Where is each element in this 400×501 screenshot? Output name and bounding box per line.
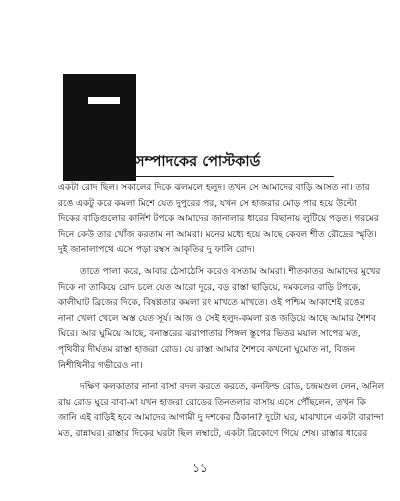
paragraph [58, 380, 386, 442]
text-line: কালীঘাট ব্রিজের দিকে, বিষণ্ণতার কমলা রং মাখতে মাখতে। ওই পশ্চিম আকাশেই রঙের [58, 298, 365, 309]
text-line: দিকে না তাকিয়ে রোদ চলে যেত আরো দূরে, বড় রাস্তা ছাড়িয়ে, দমকলের বাড়ি টপকে, [58, 282, 361, 293]
text-line: পৃথিবীর দীর্ঘতম রাস্তা হাজরা রোড। যে রাস্তা আমার শৈশবে কখনো ঘুমোত না, বিজন [58, 344, 356, 355]
text-line: রায় রোড ঘুরে বাবা-মা যখন হাজরা রোডের তিনতলার বাসায় এসে পৌঁছলেন, তখন কি [58, 397, 366, 408]
text-line: দিকের বাড়িগুলোর কার্নিশ টপকে আমাদের জানালার ধারের বিছানায় লুটিয়ে পড়ত। গরমের [58, 214, 379, 225]
text-line: তাতে পালা করে, আবার ঠেসাঠেসি করেও বসতাম আমরা। শীতকাতর আমাদের মুখের [80, 266, 381, 277]
page-number: ১১ [192, 461, 208, 475]
text-line: ঘিরে। আর ঘুমিয়ে আছে, বনাস্তরের ঝরাপাতার পিঙ্গল স্তূপের ভিতর ময়াল সাপের মত, [58, 329, 361, 340]
paragraph [58, 181, 386, 259]
title-underline [134, 176, 334, 177]
text-line: দক্ষিণ কলকাতার নানা বাসা বদল করতে করতে, কনফিল্ড রোড, চন্দ্রমণ্ডল লেন, অনিল [80, 382, 385, 393]
text-line: নিশীথিনীর গভীরেও না। [58, 360, 143, 371]
paragraph [58, 265, 386, 374]
text-line: একটা রোদ ছিল। সকালের দিকে ঝলমলে হলুদ। তখন সে আমাদের বাড়ি আসত না। তার [58, 183, 370, 193]
text-line: দিনে কেউ তার খোঁজ করতাম না আমরা। মনের মধ্যে হয়ে আছে কেবল শীত রৌদ্রের স্মৃতি। [58, 229, 377, 240]
page-title: সম্পাদকের পোস্টকার্ড [135, 154, 261, 170]
emblem-bar [88, 97, 120, 104]
text-line: নানা খেলা খেলে অস্ত যেত সূর্য। আজ ও সেই হলুদ-কমলা রঙ জড়িয়ে আছে আমার শৈশব [58, 313, 376, 324]
text-line: জানি এই বাড়িই হবে আমাদের আগামী দু দশকের ঠিকানা? দুটো ঘর, মাঝখানে একটা বারান্দা [58, 413, 384, 424]
text-line: রঙে একটু করে কমলা মিশে যেত দুপুরের পর, যখন সে হাজরার মোড় পার হয়ে উল্টো [58, 198, 357, 209]
body-text [58, 181, 386, 443]
text-line: মত, রান্নাঘর। রাস্তার দিকের ঘরটা ছিল লম্বাটে, একটা ত্রিকোণে গিয়ে শেষ। রাস্তার ধারের [58, 428, 368, 439]
text-line: দুই জানালাপথে এসে পড়া রম্বস আকৃতির দু ফালি রোদ। [58, 245, 255, 256]
section-emblem [63, 74, 136, 181]
